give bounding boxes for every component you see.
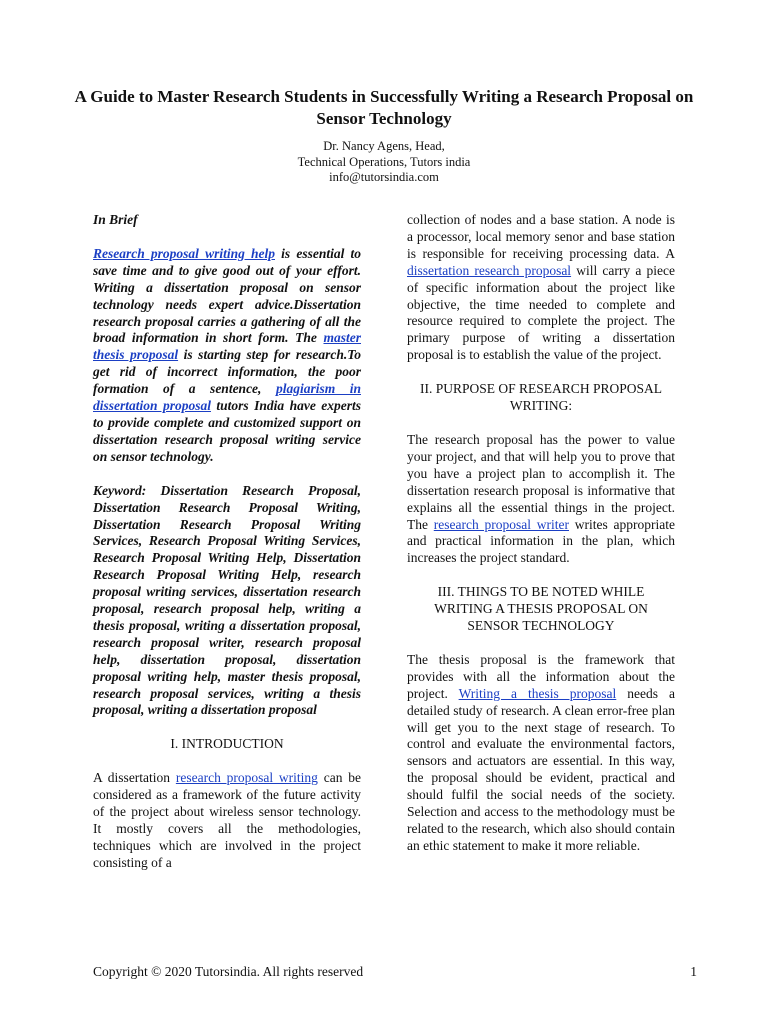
research-proposal-writer-link[interactable]: research proposal writer	[433, 516, 569, 532]
things-heading: III. THINGS TO BE NOTED WHILE WRITING A THESIS PROPOSAL ON SENSOR TECHNOLOGY	[434, 584, 648, 634]
plagiarism-link[interactable]: plagiarism in dissertation proposal	[93, 381, 361, 414]
introduction-paragraph-part2: collection of nodes and a base station. A node is a processor, local memory senor and base station is responsible for receiving processing data. A dissertation research proposal will carry a piece of specific information about the project like objective, the time needed to complete and resource required to complete the project. The primary purpose of writing a dissertation proposal is to establish the value of the project.	[407, 212, 675, 363]
page-number: 1	[690, 964, 697, 979]
things-paragraph: The thesis proposal is the framework that provides with all the information about the project. Writing a thesis proposal needs a detailed study of research. A clean error-free plan will get you to the next stage of research. To control and evaluate the environmental factors, sensors and actuators are essential. In this way, the proposal should be evident, practical and should fulfil the social needs of the society. Selection and access to the methodology must be related to the research, which also should contain an ethic statement to make it more reliable.	[407, 651, 675, 853]
copyright-text: Copyright © 2020 Tutorsindia. All rights reserved	[93, 964, 364, 979]
keywords-paragraph: Keyword: Dissertation Research Proposal, Dissertation Research Proposal Writing, Dissertation Research Proposal Writing Services, Research Proposal Writing Services, Research Proposal Writing Help, Dissertation Research Proposal Writing Help, research proposal writing services, dissertation research proposal, research proposal help, writing a thesis proposal, writing a dissertation proposal, research proposal writer, research proposal help, dissertation proposal, dissertation proposal writing help, master thesis proposal, research proposal services, writing a thesis proposal, writing a dissertation proposal	[93, 482, 361, 718]
introduction-heading: I. INTRODUCTION	[170, 736, 284, 752]
document-title: A Guide to Master Research Students in Successfully Writing a Research Proposal on Sensor Technology	[74, 87, 694, 128]
dissertation-research-proposal-link[interactable]: dissertation research proposal	[407, 262, 572, 278]
author-email: info@tutorsindia.com	[329, 170, 439, 184]
author-role: Technical Operations, Tutors india	[297, 154, 471, 169]
in-brief-paragraph: Research proposal writing help is essential to save time and to give good out of your effort. Writing a dissertation proposal on sensor technology needs expert advice.Dissertation research proposal carries a gathering of all the broad information in short form. The master thesis proposal is starting step for research.To get rid of incorrect information, the poor formation of a sentence, plagiarism in dissertation proposal tutors India have experts to provide complete and customized support on dissertation research proposal writing service on sensor technology.	[93, 245, 361, 464]
master-thesis-proposal-link[interactable]: master thesis proposal	[93, 330, 361, 363]
introduction-paragraph-part1: A dissertation research proposal writing can be considered as a framework of the future activity of the project about wireless sensor technology. It mostly covers all the methodologies, techniques which are involved in the project consisting of a	[93, 770, 362, 870]
author-name: Dr. Nancy Agens, Head,	[323, 139, 445, 153]
author-block	[0, 139, 768, 186]
research-proposal-writing-link[interactable]: research proposal writing	[175, 770, 318, 786]
purpose-paragraph: The research proposal has the power to value your project, and that will help you to prove that you have a project plan to accomplish it. The dissertation research proposal is informative that explains all the essential things in the project. The research proposal writer writes appropriate and practical information in the plan, which increases the project standard.	[407, 431, 675, 566]
purpose-heading: II. PURPOSE OF RESEARCH PROPOSAL WRITING:	[420, 381, 662, 414]
in-brief-heading: In Brief	[93, 212, 138, 227]
research-proposal-writing-help-link[interactable]: Research proposal writing help	[93, 245, 275, 261]
left-column	[93, 212, 361, 872]
writing-a-thesis-proposal-link[interactable]: Writing a thesis proposal	[458, 685, 617, 701]
right-column	[407, 212, 675, 855]
